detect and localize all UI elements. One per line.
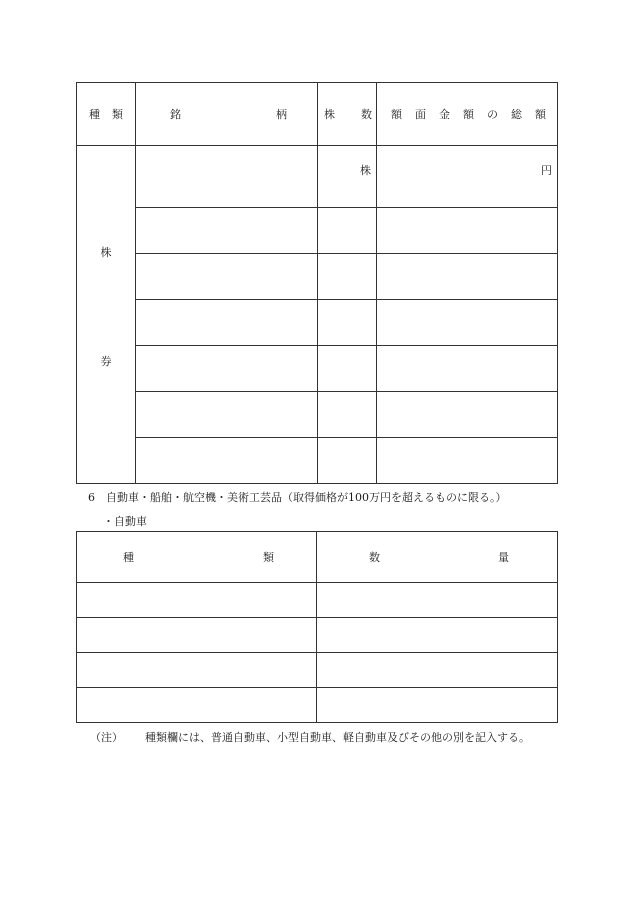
header-shares-char: 数 <box>361 108 372 121</box>
vehicle-row <box>77 618 558 653</box>
stock-table <box>76 82 558 484</box>
header-shares <box>318 83 377 146</box>
vehicle-row <box>77 653 558 688</box>
header-vehicle-kind <box>77 532 317 583</box>
stock-name-cell[interactable] <box>136 208 318 254</box>
note-label: （注） <box>90 731 123 744</box>
stock-row <box>77 438 558 484</box>
vehicle-row <box>77 688 558 723</box>
stock-name-cell[interactable] <box>136 146 318 208</box>
vehicle-quantity-cell[interactable] <box>317 618 558 653</box>
stock-name-cell[interactable] <box>136 300 318 346</box>
kind-cell-stock <box>77 146 136 484</box>
header-total-char: 総 <box>511 108 522 121</box>
header-quantity <box>317 532 558 583</box>
header-shares-char: 株 <box>324 108 335 121</box>
header-qty-char: 数 <box>369 551 380 564</box>
header-vkind-char: 種 <box>123 551 134 564</box>
vehicle-kind-cell[interactable] <box>77 583 317 618</box>
stock-row <box>77 208 558 254</box>
note <box>90 729 530 745</box>
total-cell[interactable] <box>377 346 558 392</box>
section-6-title: 6 自動車・船舶・航空機・美術工芸品（取得価格が100万円を超えるものに限る。） <box>88 491 507 504</box>
note-text: 種類欄には、普通自動車、小型自動車、軽自動車及びその他の別を記入する。 <box>145 731 530 744</box>
stock-name-cell[interactable] <box>136 346 318 392</box>
header-total-char: 額 <box>391 108 402 121</box>
total-cell[interactable] <box>377 438 558 484</box>
shares-cell[interactable] <box>318 346 377 392</box>
yen-unit: 円 <box>541 164 552 177</box>
stock-row <box>77 254 558 300</box>
header-total-face-value <box>377 83 558 146</box>
header-total-char: 額 <box>463 108 474 121</box>
total-cell[interactable] <box>377 208 558 254</box>
total-cell[interactable] <box>377 254 558 300</box>
vehicle-table <box>76 531 558 723</box>
shares-unit: 株 <box>360 164 371 177</box>
vehicle-quantity-cell[interactable] <box>317 583 558 618</box>
header-name <box>136 83 318 146</box>
total-cell[interactable] <box>377 392 558 438</box>
stock-row <box>77 346 558 392</box>
shares-cell[interactable] <box>318 300 377 346</box>
header-total-char: の <box>487 108 498 121</box>
header-total-char: 金 <box>439 108 450 121</box>
vehicle-table-header-row <box>77 532 558 583</box>
vehicle-quantity-cell[interactable] <box>317 688 558 723</box>
header-name-char: 柄 <box>276 108 287 121</box>
header-vkind-char: 類 <box>263 551 274 564</box>
shares-cell[interactable] <box>318 392 377 438</box>
total-cell[interactable] <box>377 146 558 208</box>
vehicle-row <box>77 583 558 618</box>
shares-cell[interactable] <box>318 146 377 208</box>
header-total-char: 額 <box>535 108 546 121</box>
stock-name-cell[interactable] <box>136 438 318 484</box>
stock-row <box>77 300 558 346</box>
header-name-char: 銘 <box>170 108 181 121</box>
section-6-subtitle: ・自動車 <box>103 515 147 528</box>
shares-cell[interactable] <box>318 208 377 254</box>
total-cell[interactable] <box>377 300 558 346</box>
stock-name-cell[interactable] <box>136 392 318 438</box>
stock-name-cell[interactable] <box>136 254 318 300</box>
vehicle-kind-cell[interactable] <box>77 688 317 723</box>
kind-label-char: 券 <box>100 355 112 368</box>
header-qty-char: 量 <box>498 551 509 564</box>
header-kind <box>77 83 136 146</box>
shares-cell[interactable] <box>318 254 377 300</box>
stock-row <box>77 392 558 438</box>
kind-label-char: 株 <box>100 246 112 259</box>
header-kind-char: 種 <box>89 108 100 121</box>
vehicle-kind-cell[interactable] <box>77 618 317 653</box>
vehicle-kind-cell[interactable] <box>77 653 317 688</box>
vehicle-quantity-cell[interactable] <box>317 653 558 688</box>
stock-table-header-row <box>77 83 558 146</box>
header-total-char: 面 <box>415 108 426 121</box>
header-kind-char: 類 <box>112 108 123 121</box>
stock-row <box>77 146 558 208</box>
shares-cell[interactable] <box>318 438 377 484</box>
